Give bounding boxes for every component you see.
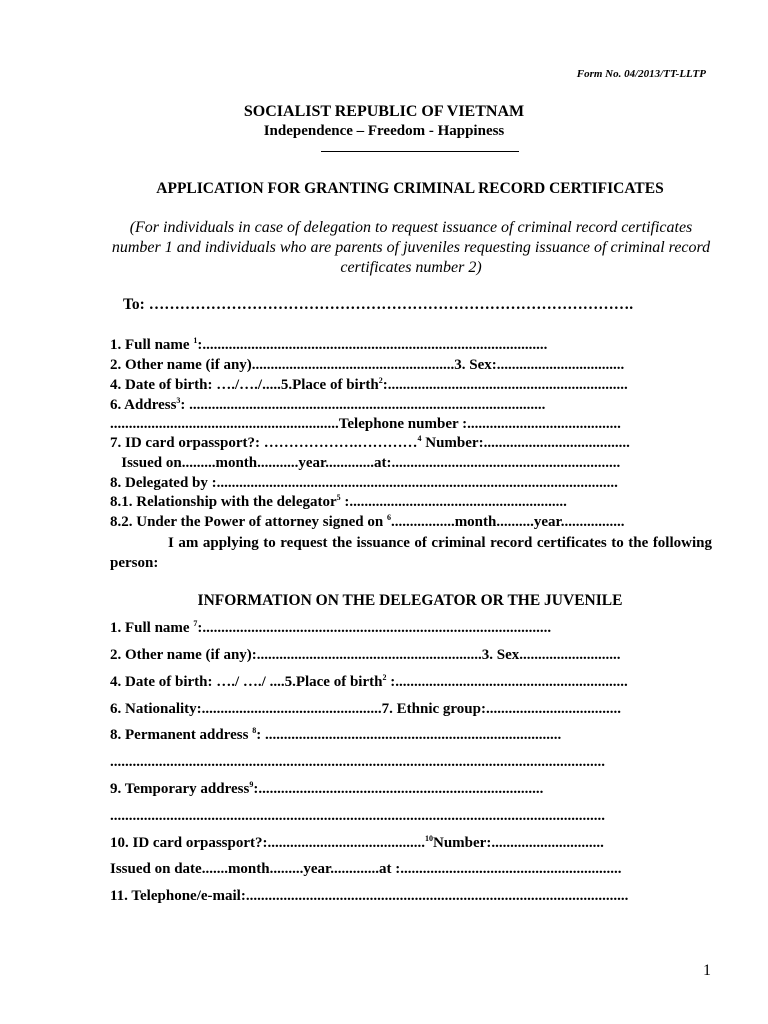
country-name: SOCIALIST REPUBLIC OF VIETNAM — [243, 103, 525, 120]
applicant-issued-on: Issued on.........month...........year.............at:............................................................. — [110, 455, 621, 471]
delegator-temporary-address: 9. Temporary address$^9$:............................................................................ — [110, 780, 544, 797]
recipient-line: To: …………………………………………………………………………………. — [123, 296, 634, 313]
delegator-full-name: 1. Full name $^7$:............................................................................................. — [110, 619, 552, 636]
delegator-section-heading: INFORMATION ON THE DELEGATOR OR THE JUVENILE — [197, 592, 623, 609]
page-number: 1 — [703, 962, 711, 979]
delegator-nationality: 6. Nationality:................................................7. Ethnic group:.................................... — [110, 701, 621, 717]
applicant-address: 6. Address$^3$: ............................................................................................... — [110, 396, 546, 413]
delegator-permanent-address: 8. Permanent address $^8$: ............................................................................... — [110, 726, 562, 743]
delegated-by: 8. Delegated by :........................................................................................................... — [110, 475, 618, 491]
request-paragraph: I am applying to request the issuance of criminal record certificates to the following person: — [110, 535, 712, 571]
delegator-issued-on: Issued on date.......month.........year.............at :........................................................... — [110, 861, 622, 877]
applicant-other-name: 2. Other name (if any)......................................................3. Sex:.................................. — [110, 357, 625, 373]
applicability-note: (For individuals in case of delegation to request issuance of criminal record certificates number 1 and individuals who are parents of juveniles requesting issuance of criminal record certificates number 2) — [111, 219, 711, 276]
header-divider — [321, 151, 519, 152]
delegator-other-name: 2. Other name (if any):............................................................3. Sex........................... — [110, 647, 621, 663]
document-title: APPLICATION FOR GRANTING CRIMINAL RECORD CERTIFICATES — [156, 180, 664, 197]
power-of-attorney: 8.2. Under the Power of attorney signed on $^6$.................month..........year................. — [110, 513, 625, 530]
delegator-id-card: 10. ID card orpassport?:..........................................$^{10}$Number:.............................. — [110, 834, 604, 851]
form-number: Form No. 04/2013/TT-LLTP — [576, 68, 706, 80]
temporary-address-continuation: .................................................................................................................................... — [110, 808, 605, 824]
national-motto: Independence – Freedom - Happiness — [263, 123, 505, 139]
applicant-address-telephone: .............................................................Telephone number :......................................... — [110, 416, 621, 432]
delegator-telephone-email: 11. Telephone/e-mail:...................................................................................................... — [110, 888, 629, 904]
relationship-with-delegator: 8.1. Relationship with the delegator$^5$ :.......................................................... — [110, 493, 567, 510]
applicant-id-card: 7. ID card orpassport?: ……………….…………$^4$ Number:....................................... — [110, 434, 630, 451]
applicant-full-name: 1. Full name $^1$:............................................................................................ — [110, 336, 548, 353]
applicant-date-of-birth: 4. Date of birth: …./…./.....5.Place of birth$^2$:................................................................ — [110, 376, 628, 393]
permanent-address-continuation: .................................................................................................................................... — [110, 754, 605, 770]
delegator-date-of-birth: 4. Date of birth: …./ …./ ....5.Place of birth$^2$ :.............................................................. — [110, 673, 628, 690]
